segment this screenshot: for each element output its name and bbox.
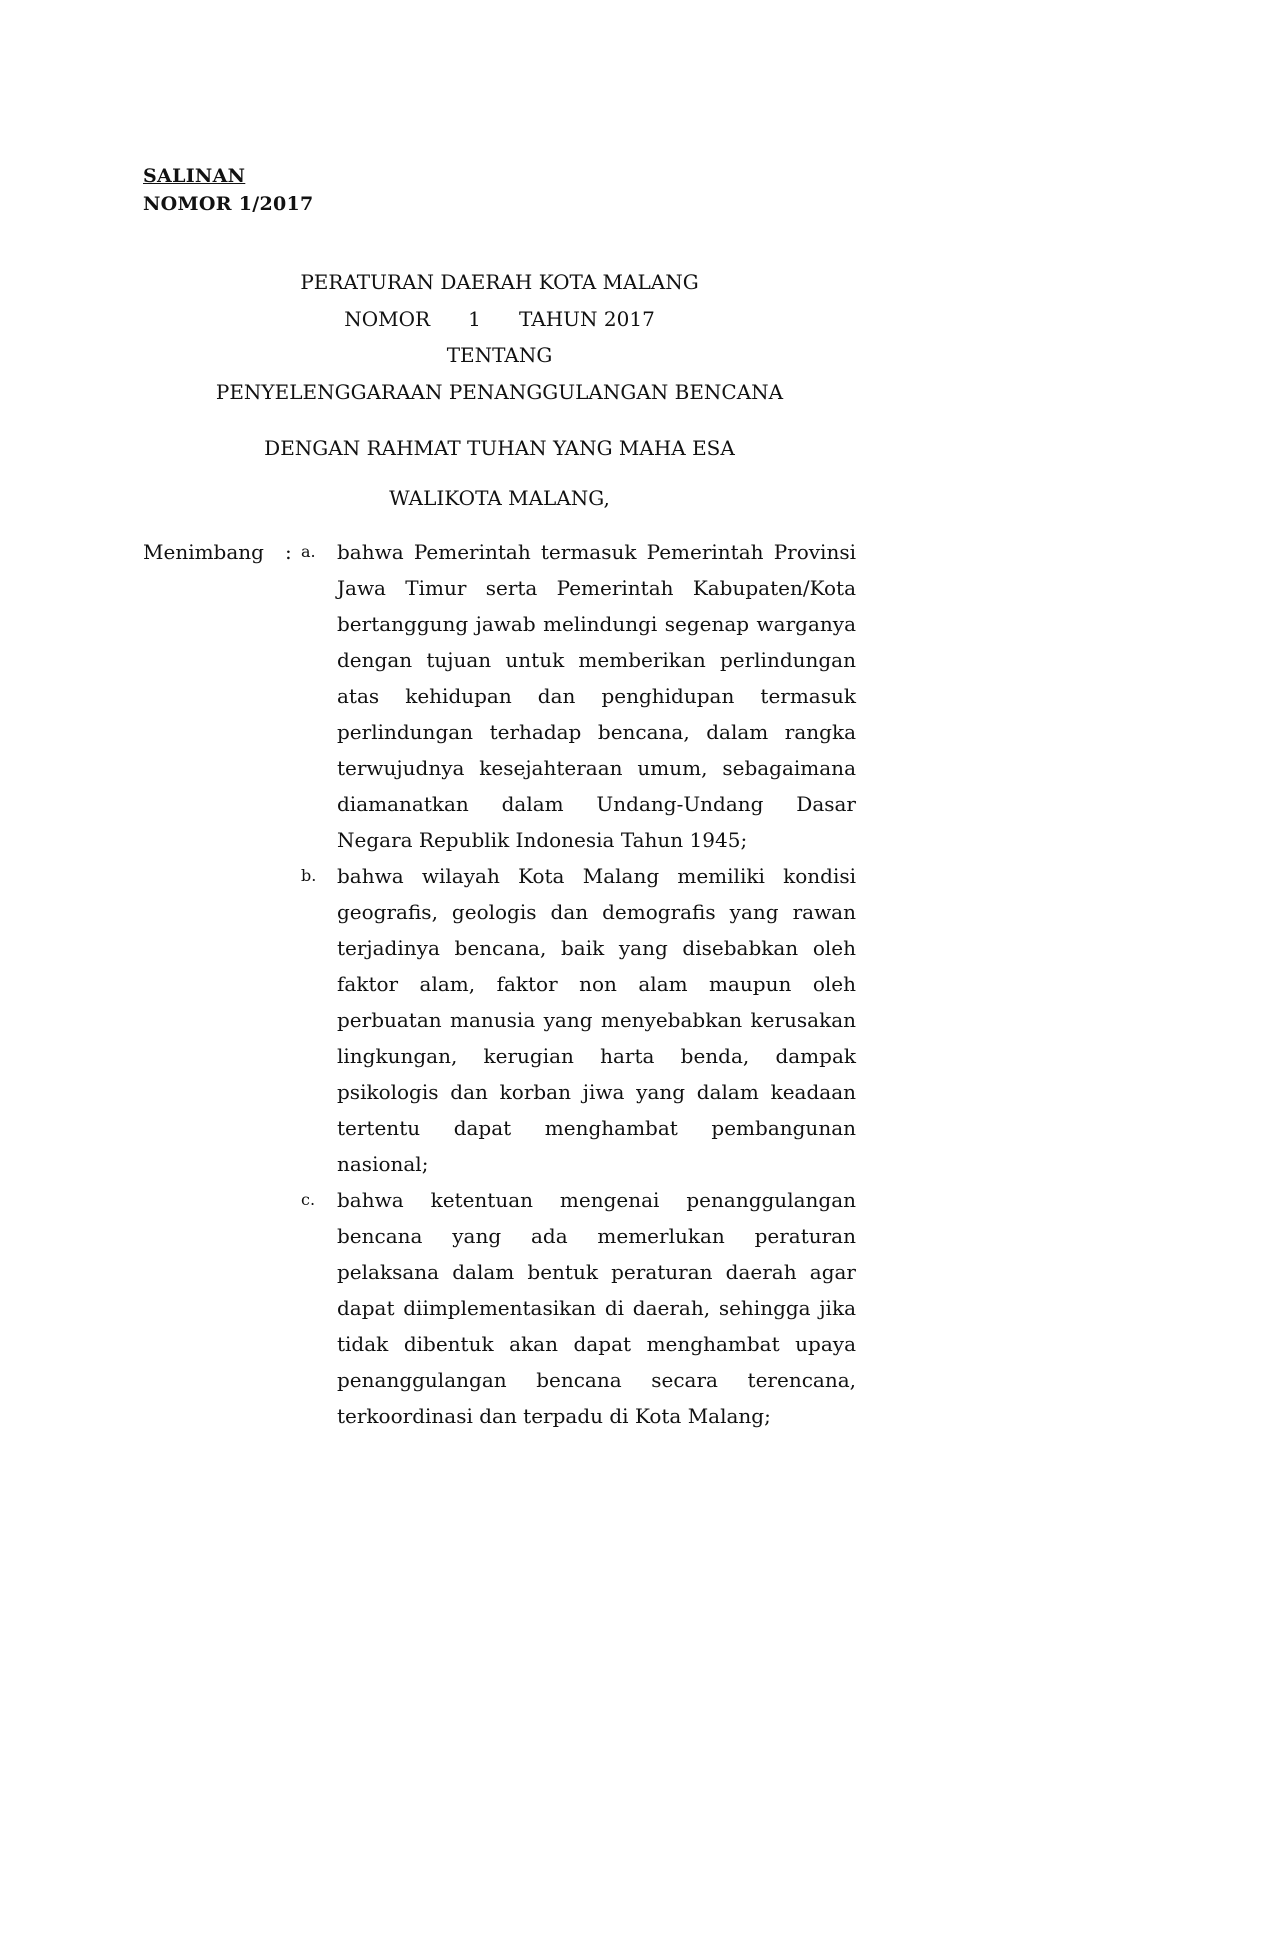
title-line-2: NOMOR 1 TAHUN 2017 — [344, 306, 655, 331]
menimbang-label: Menimbang — [143, 540, 264, 564]
menimbang-colon: : — [285, 540, 292, 564]
title-line-3: TENTANG — [446, 343, 553, 367]
salinan-label: SALINAN — [143, 165, 246, 187]
menimbang-item-c-text: bahwa ketentuan mengenai penanggulangan bencana yang ada memerlukan peraturan pelaksana dalam bentuk peraturan daerah agar dapat diimplementasikan di daerah, sehingga jika tidak dibentuk akan dapat menghambat upaya penanggulangan bencana secara terencana, terkoordinasi dan terpadu di Kota Malang; — [337, 1188, 856, 1428]
menimbang-section — [143, 534, 856, 1434]
title-line-4: PENYELENGGARAAN PENANGGULANGAN BENCANA — [215, 379, 784, 404]
menimbang-item-c-label: c. — [301, 1190, 316, 1209]
document-header — [143, 162, 856, 218]
document-content — [143, 162, 856, 1434]
menimbang-item-b-label: b. — [301, 866, 317, 885]
menimbang-item-a-text: bahwa Pemerintah termasuk Pemerintah Provinsi Jawa Timur serta Pemerintah Kabupaten/Kota bertanggung jawab melindungi segenap warganya dengan tujuan untuk memberikan perlindungan atas kehidupan dan penghidupan termasuk perlindungan terhadap bencana, dalam rangka terwujudnya kesejahteraan umum, sebagaimana diamanatkan dalam Undang-Undang Dasar Negara Republik Indonesia Tahun 1945; — [337, 540, 856, 852]
preamble-rahmat: DENGAN RAHMAT TUHAN YANG MAHA ESA — [264, 436, 735, 460]
preamble-walikota: WALIKOTA MALANG, — [389, 485, 610, 510]
menimbang-item-a-label: a. — [301, 542, 316, 561]
menimbang-item-b-text: bahwa wilayah Kota Malang memiliki kondisi geografis, geologis dan demografis yang rawan terjadinya bencana, baik yang disebabkan oleh faktor alam, faktor non alam maupun oleh perbuatan manusia yang menyebabkan kerusakan lingkungan, kerugian harta benda, dampak psikologis dan korban jiwa yang dalam keadaan tertentu dapat menghambat pembangunan nasional; — [337, 864, 856, 1176]
title-line-1: PERATURAN DAERAH KOTA MALANG — [300, 270, 699, 294]
nomor-label: NOMOR 1/2017 — [143, 193, 314, 215]
title-block — [143, 264, 856, 410]
